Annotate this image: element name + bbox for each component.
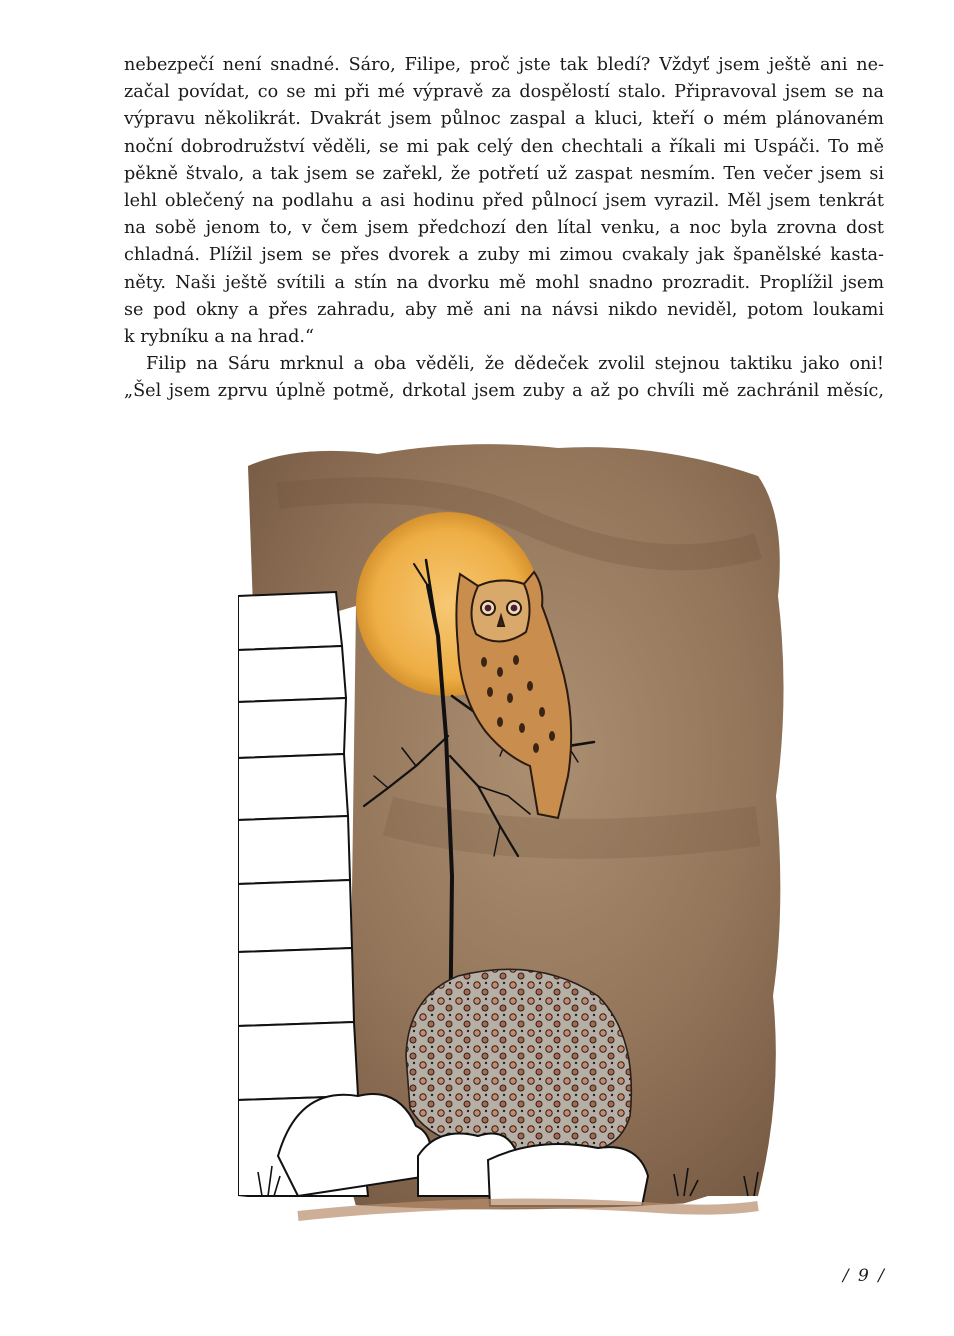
text-line: něty. Naši ještě svítili a stín na dvorku mě mohl snadno prozradit. Proplížil jsem	[124, 272, 884, 293]
text-line: lehl oblečený na podlahu a asi hodinu před půlnocí jsem vyrazil. Měl jsem tenkrát	[124, 191, 884, 212]
text-line: k rybníku a na hrad.“	[124, 327, 314, 348]
text-line: na sobě jenom to, v čem jsem předchozí den lítal venku, a noc byla zrovna dost	[124, 218, 884, 239]
page-number: / 9 /	[842, 1266, 886, 1286]
text-line: výpravu několikrát. Dvakrát jsem půlnoc zaspal a kluci, kteří o mém plánovaném	[124, 109, 884, 130]
text-line: „Šel jsem zprvu úplně potmě, drkotal jsem zuby a až po chvíli mě zachránil měsíc,	[124, 381, 884, 402]
text-line: se pod okny a přes zahradu, aby mě ani na návsi nikdo neviděl, potom loukami	[124, 299, 884, 320]
text-line: nebezpečí není snadné. Sáro, Filipe, proč jste tak bledí? Vždyť jsem ještě ani ne-	[124, 55, 884, 75]
text-line: noční dobrodružství věděli, se mi pak celý den chechtali a říkali mi Uspáči. To mě	[124, 136, 884, 157]
owl-moon-illustration	[238, 436, 798, 1288]
text-line: Filip na Sáru mrknul a oba věděli, že dědeček zvolil stejnou taktiku jako oni!	[146, 354, 884, 375]
text-line: pěkně štvalo, a tak jsem se zařekl, že potřetí už zaspat nesmím. Ten večer jsem si	[124, 163, 884, 184]
flowering-bush	[406, 969, 631, 1153]
body-text	[124, 52, 884, 406]
text-line: začal povídat, co se mi při mé výpravě za dospělostí stalo. Připravoval jsem se na	[124, 82, 884, 103]
text-line: chladná. Plížil jsem se přes dvorek a zuby mi zimou cvakaly jak španělské kasta-	[124, 245, 884, 266]
